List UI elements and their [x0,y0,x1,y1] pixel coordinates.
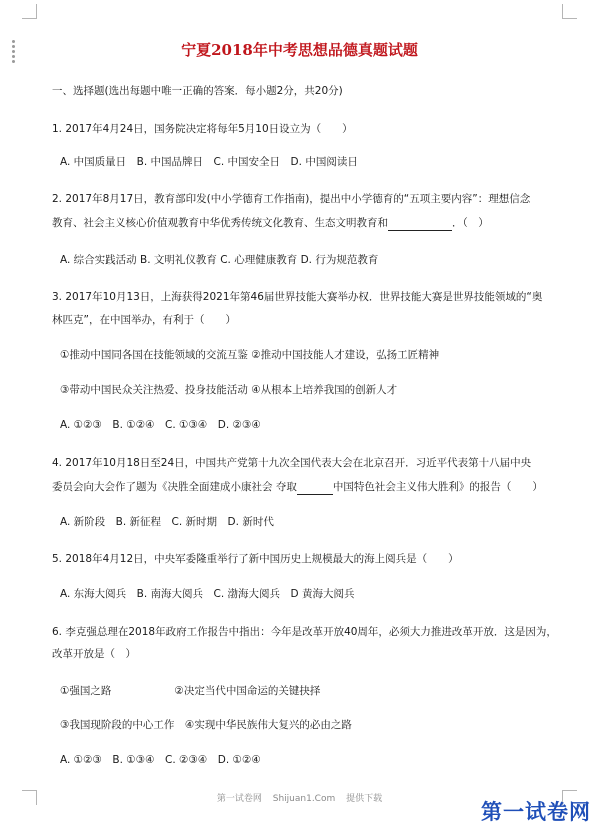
question-5-options: A. 东海大阅兵 B. 南海大阅兵 C. 渤海大阅兵 D 黄海大阅兵 [60,588,355,600]
page-title: 宁夏2018年中考思想品德真题试题 [181,41,418,59]
question-3-stem-line2: 林匹克”，在中国举办，有利于（ ） [52,314,236,326]
question-4-stem-line1: 4. 2017年10月18日至24日，中国共产党第十九次全国代表大会在北京召开．习近平代表第十八届中央 [52,457,532,469]
question-4-stem-text: 委员会向大会作了题为《决胜全面建成小康社会 夺取 [52,481,297,493]
crop-mark-top-right [562,4,577,19]
section-heading: 一、选择题(选出每题中唯一正确的答案．每小题2分，共20分) [52,85,343,97]
question-3-stem-line1: 3. 2017年10月13日，上海获得2021年第46届世界技能大赛举办权．世界技能大赛是世界技能领域的“奥 [52,291,543,303]
question-6-choices: A. ①②③ B. ①③④ C. ②③④ D. ①②④ [60,754,261,766]
question-6-statement-2: ③我国现阶段的中心工作 ④实现中华民族伟大复兴的必由之路 [60,719,352,731]
question-3-choices: A. ①②③ B. ①②④ C. ①③④ D. ②③④ [60,419,261,431]
question-6-statement-1: ①强国之路 ②决定当代中国命运的关键抉择 [60,685,321,697]
question-6-stem-line1: 6. 李克强总理在2018年政府工作报告中指出：今年是改革开放40周年，必须大力推进改革开放．这是因为， [52,626,557,638]
answer-blank [388,216,452,231]
watermark-logo: 第一试卷网 [481,799,591,824]
footer-download-text: 提供下载 [346,794,383,804]
question-4-options: A. 新阶段 B. 新征程 C. 新时期 D. 新时代 [60,516,274,528]
question-2-stem-line2 [52,216,489,231]
footer-domain[interactable]: Shijuan1.Com [272,794,336,804]
crop-mark-top-left [22,4,37,19]
question-2-stem-end: ．（ ） [452,217,489,229]
question-2-stem-text: 教育、社会主义核心价值观教育中华优秀传统文化教育、生态文明教育和 [52,217,388,229]
question-3-statement-1: ①推动中国同各国在技能领域的交流互鉴 ②推动中国技能人才建设，弘扬工匠精神 [60,349,440,361]
question-6-stem-line2: 改革开放是（ ） [52,648,136,660]
answer-blank [297,480,333,495]
question-3-statement-2: ③带动中国民众关注热爱、投身技能活动 ④从根本上培养我国的创新人才 [60,384,398,396]
question-2-options: A. 综合实践活动 B. 文明礼仪教育 C. 心理健康教育 D. 行为规范教育 [60,254,379,266]
question-4-stem-end: 中国特色社会主义伟大胜利》的报告（ ） [332,481,543,493]
question-5-stem: 5. 2018年4月12日，中央军委隆重举行了新中国历史上规模最大的海上阅兵是（ ） [52,553,459,565]
question-1-options: A. 中国质量日 B. 中国品牌日 C. 中国安全日 D. 中国阅读日 [60,156,358,168]
question-1-stem: 1. 2017年4月24日，国务院决定将每年5月10日设立为（ ） [52,123,353,135]
footer-site-name: 第一试卷网 [216,794,262,804]
question-2-stem-line1: 2. 2017年8月17日，教育部印发(中小学德育工作指南)，提出中小学德育的“五项主要内容”：理想信念 [52,193,531,205]
question-4-stem-line2 [52,480,543,495]
